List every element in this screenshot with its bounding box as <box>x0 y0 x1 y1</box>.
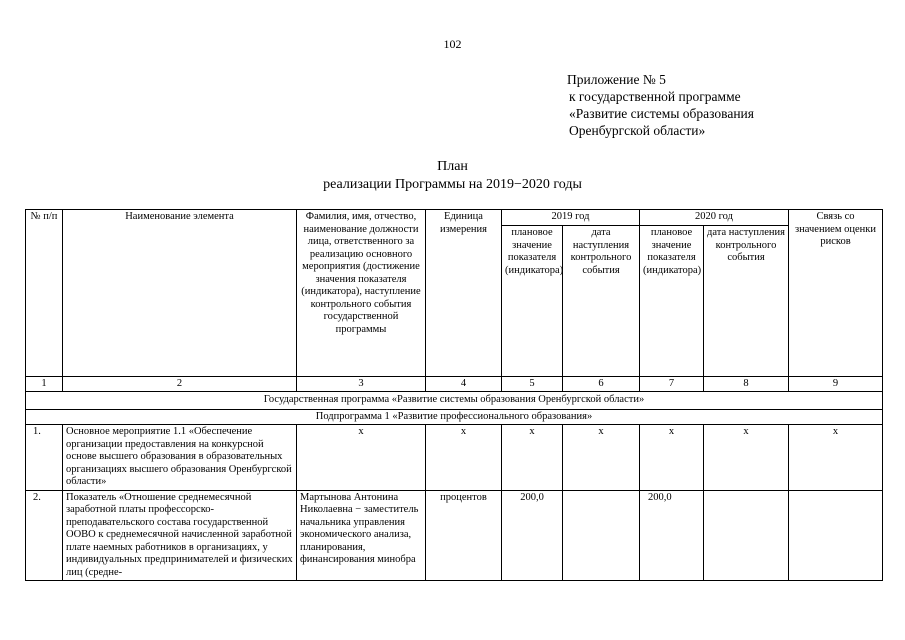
section-subprogram: Подпрограмма 1 «Развитие профессионального образования» <box>26 409 883 425</box>
appendix-line: Приложение № 5 <box>567 72 666 87</box>
column-number: 6 <box>563 377 640 392</box>
appendix-block <box>567 71 754 139</box>
header-year-2019: 2019 год <box>502 210 640 226</box>
plan-title <box>0 158 905 194</box>
column-number-row <box>26 377 883 392</box>
plan-title-line2: реализации Программы на 2019−2020 годы <box>323 177 582 192</box>
row-unit: х <box>426 425 502 491</box>
header-date-2019: дата наступления контрольного события <box>563 226 640 377</box>
header-name: Наименование элемента <box>63 210 297 377</box>
header-responsible: Фамилия, имя, отчество, наименование должности лица, ответственного за реализацию основного мероприятия (достижение значения показателя (индикатора), наступление контрольного события государственной программы <box>297 210 426 377</box>
column-number: 7 <box>640 377 704 392</box>
header-row-1 <box>26 210 883 226</box>
row-risks <box>789 490 883 581</box>
appendix-line: «Развитие системы образования <box>569 106 754 121</box>
appendix-line: Оренбургской области» <box>569 123 706 138</box>
column-number: 3 <box>297 377 426 392</box>
row-num: 1. <box>26 425 63 491</box>
header-year-2020: 2020 год <box>640 210 789 226</box>
header-planned-2020: плановое значение показателя (индикатора) <box>640 226 704 377</box>
table-row <box>26 490 883 581</box>
column-number: 5 <box>502 377 563 392</box>
row-name: Основное мероприятие 1.1 «Обеспечение организации предоставления на конкурсной основе высшего образования в образовательных организациях высшего образования Оренбургской области» <box>63 425 297 491</box>
row-date-2020: х <box>704 425 789 491</box>
header-num: № п/п <box>26 210 63 377</box>
table-row <box>26 425 883 491</box>
row-date-2019 <box>563 490 640 581</box>
plan-table <box>25 209 883 581</box>
row-responsible: х <box>297 425 426 491</box>
row-date-2019: х <box>563 425 640 491</box>
appendix-line: к государственной программе <box>569 89 741 104</box>
row-unit: процентов <box>426 490 502 581</box>
column-number: 2 <box>63 377 297 392</box>
row-planned-2020: х <box>640 425 704 491</box>
header-planned-2019: плановое значение показателя (индикатора) <box>502 226 563 377</box>
column-number: 4 <box>426 377 502 392</box>
row-planned-2020: 200,0 <box>640 490 704 581</box>
section-program-row <box>26 392 883 410</box>
row-responsible: Мартынова Антонина Николаевна − заместитель начальника управления экономического анализа, планирования, финансирования минобра <box>297 490 426 581</box>
row-planned-2019: х <box>502 425 563 491</box>
plan-title-line1: План <box>437 159 468 174</box>
row-planned-2019: 200,0 <box>502 490 563 581</box>
column-number: 8 <box>704 377 789 392</box>
column-number: 9 <box>789 377 883 392</box>
page-number: 102 <box>443 37 462 51</box>
row-risks: х <box>789 425 883 491</box>
section-subprogram-row <box>26 409 883 425</box>
header-risks: Связь со значением оценки рисков <box>789 210 883 377</box>
row-date-2020 <box>704 490 789 581</box>
header-date-2020: дата наступления контрольного события <box>704 226 789 377</box>
column-number: 1 <box>26 377 63 392</box>
row-name: Показатель «Отношение среднемесячной заработной платы профессорско-преподавательского состава государственной ООВО к среднемесячной начисленной заработной плате наемных работников в организациях, у индивидуальных предпринимателей и физических лиц (средне- <box>63 490 297 581</box>
section-program: Государственная программа «Развитие системы образования Оренбургской области» <box>26 392 883 410</box>
row-num: 2. <box>26 490 63 581</box>
header-unit: Единица измерения <box>426 210 502 377</box>
